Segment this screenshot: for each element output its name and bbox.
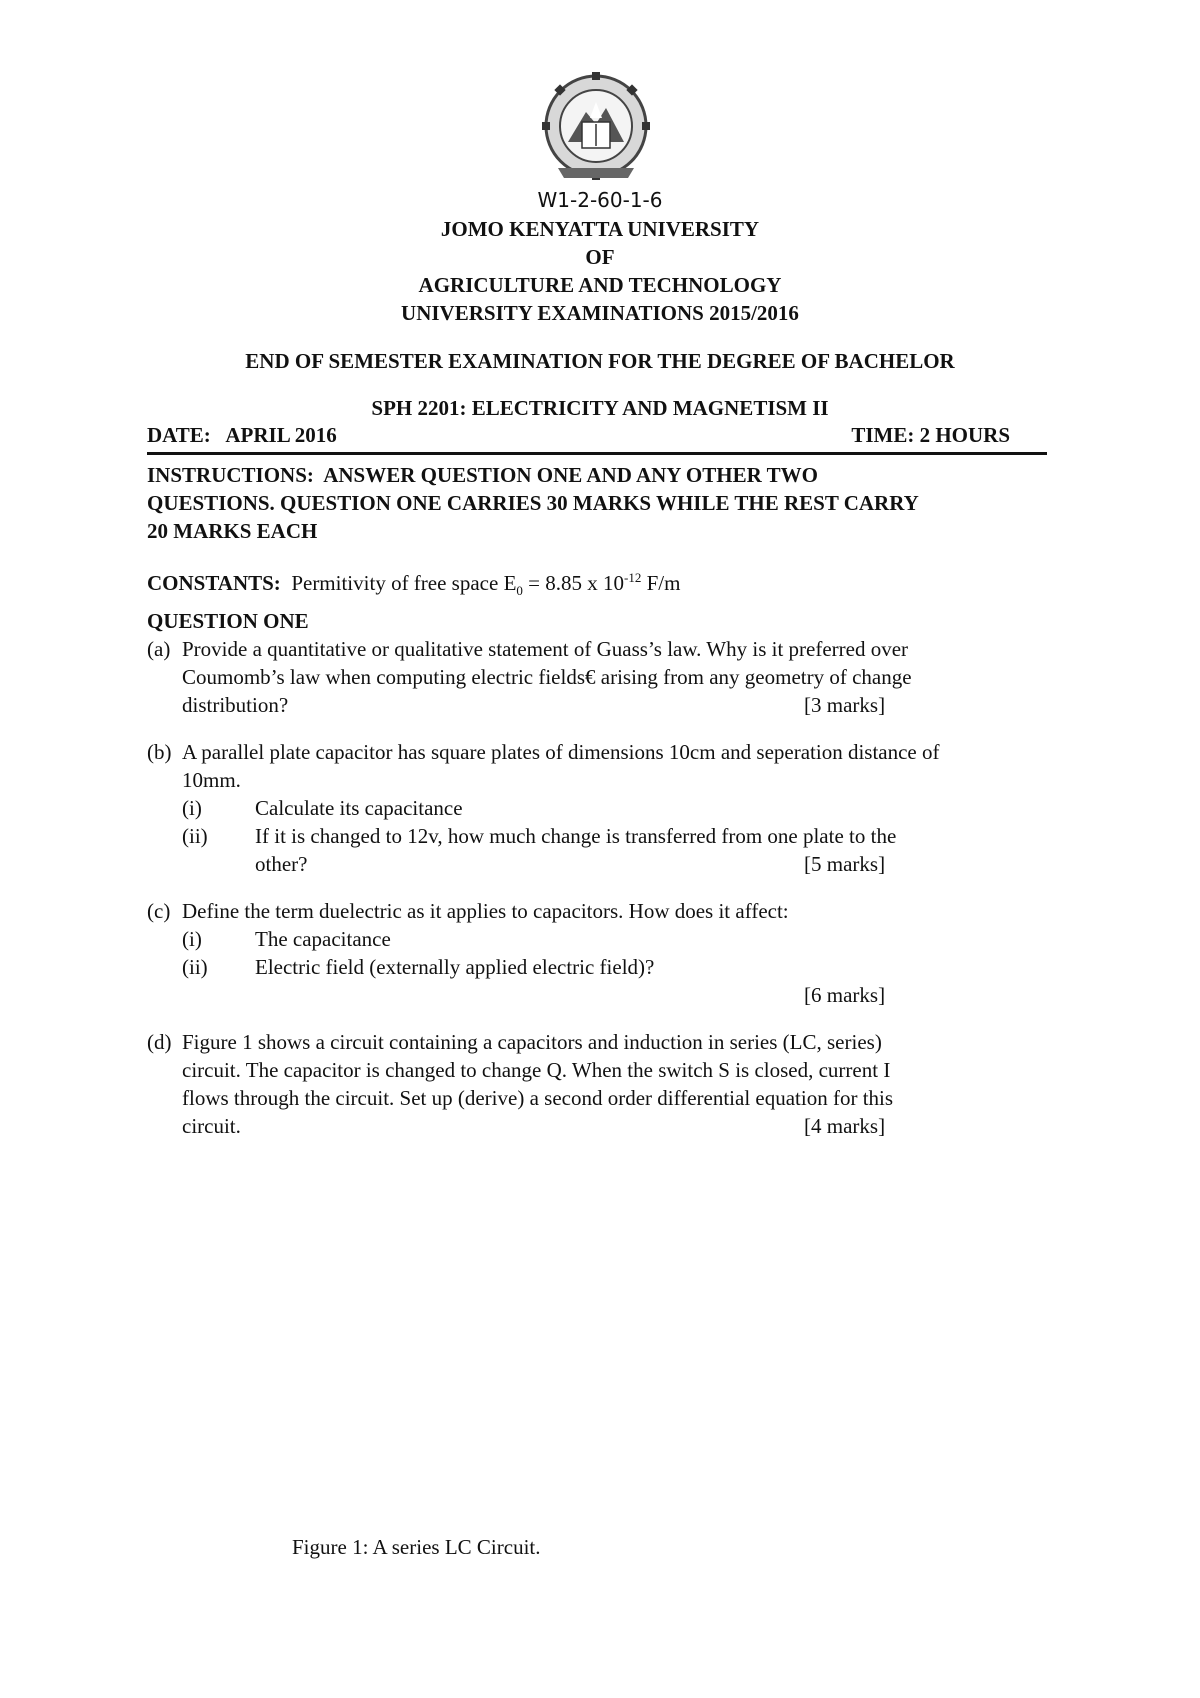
degree-line: END OF SEMESTER EXAMINATION FOR THE DEGREE OF BACHELOR: [245, 349, 955, 373]
instructions-line3: 20 MARKS EACH: [147, 519, 318, 543]
university-name-line3: AGRICULTURE AND TECHNOLOGY: [418, 273, 782, 297]
constants-text-pre: Permitivity of free space E: [291, 571, 517, 595]
question-c-ii-label: (ii): [182, 955, 208, 979]
exam-session: UNIVERSITY EXAMINATIONS 2015/2016: [401, 301, 799, 325]
question-c-i-text: The capacitance: [255, 927, 391, 951]
question-b-label: (b): [147, 740, 172, 764]
question-a-marks: [3 marks]: [804, 693, 886, 717]
question-d-line2: circuit. The capacitor is changed to change Q. When the switch S is closed, current I: [182, 1058, 891, 1082]
exam-time: TIME: 2 HOURS: [851, 423, 1010, 447]
question-b-i-text: Calculate its capacitance: [255, 796, 463, 820]
instructions-line2: QUESTIONS. QUESTION ONE CARRIES 30 MARKS WHILE THE REST CARRY: [147, 491, 919, 515]
question-b-i-label: (i): [182, 796, 202, 820]
question-d-line3: flows through the circuit. Set up (derive) a second order differential equation for this: [182, 1086, 894, 1110]
course-title: SPH 2201: ELECTRICITY AND MAGNETISM II: [371, 396, 829, 420]
university-crest-icon: [528, 72, 664, 184]
constants-subscript: 0: [516, 583, 523, 599]
instructions-line1: INSTRUCTIONS: ANSWER QUESTION ONE AND ANY OTHER TWO: [147, 463, 818, 487]
question-c-line1: Define the term duelectric as it applies to capacitors. How does it affect:: [182, 899, 789, 923]
question-b-line1: A parallel plate capacitor has square plates of dimensions 10cm and seperation distance of: [182, 740, 940, 764]
question-a-line3: distribution?: [182, 693, 289, 717]
exam-code: W1-2-60-1-6: [537, 188, 663, 212]
figure-caption: Figure 1: A series LC Circuit.: [292, 1535, 541, 1559]
constants-text-post: F/m: [641, 571, 681, 595]
question-b-marks: [5 marks]: [804, 852, 886, 876]
question-a-line1: Provide a quantitative or qualitative statement of Guass’s law. Why is it preferred over: [182, 637, 909, 661]
constants-line: [147, 564, 680, 604]
question-c-ii-text: Electric field (externally applied electric field)?: [255, 955, 655, 979]
university-name-line2: OF: [585, 245, 615, 269]
question-b-ii-line1: If it is changed to 12v, how much change is transferred from one plate to the: [255, 824, 897, 848]
question-d-label: (d): [147, 1030, 172, 1054]
question-a-line2: Coumomb’s law when computing electric fields€ arising from any geometry of change: [182, 665, 912, 689]
question-a-label: (a): [147, 637, 171, 661]
exam-date: DATE: APRIL 2016: [147, 423, 337, 447]
question-b-ii-line2: other?: [255, 852, 308, 876]
question-d-line4: circuit.: [182, 1114, 241, 1138]
constants-superscript: -12: [624, 570, 642, 585]
question-c-i-label: (i): [182, 927, 202, 951]
university-name-line1: JOMO KENYATTA UNIVERSITY: [440, 217, 760, 241]
question-b-line2: 10mm.: [182, 768, 241, 792]
question-one-title: QUESTION ONE: [147, 609, 309, 633]
constants-text-mid: = 8.85 x 10: [522, 571, 624, 595]
question-c-label: (c): [147, 899, 171, 923]
question-c-marks: [6 marks]: [804, 983, 886, 1007]
question-d-line1: Figure 1 shows a circuit containing a capacitors and induction in series (LC, series): [182, 1030, 882, 1054]
question-b-ii-label: (ii): [182, 824, 208, 848]
header-divider: [147, 452, 1047, 455]
question-d-marks: [4 marks]: [804, 1114, 886, 1138]
constants-label: CONSTANTS:: [147, 571, 281, 595]
